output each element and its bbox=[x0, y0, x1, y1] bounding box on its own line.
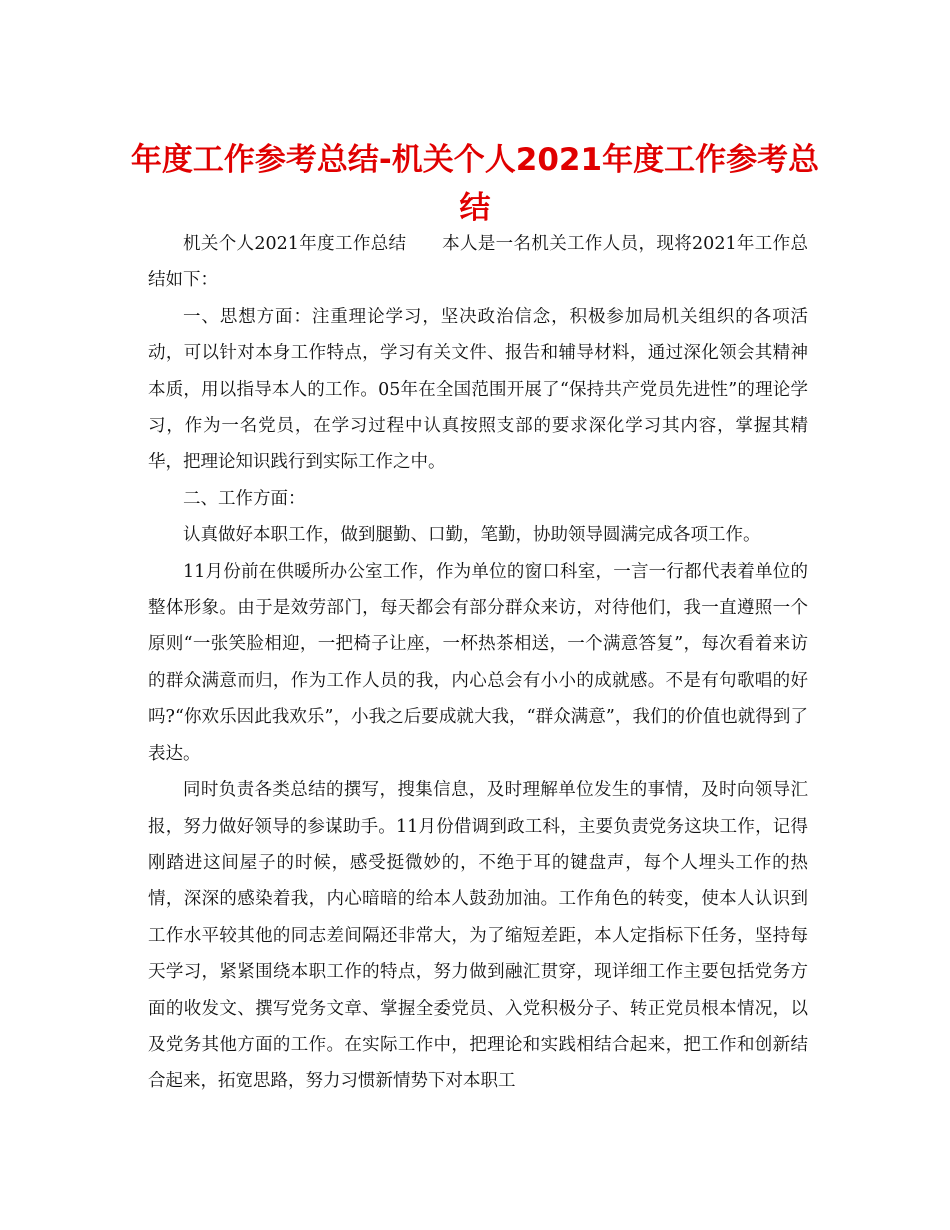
paragraph-work-summary: 认真做好本职工作，做到腿勤、口勤，笔勤，协助领导圆满完成各项工作。 bbox=[183, 525, 761, 546]
paragraph-intro: 机关个人2021年度工作总结 本人是一名机关工作人员，现将2021年工作总结如下： bbox=[148, 234, 808, 291]
document-title: 年度工作参考总结-机关个人2021年度工作参考总结 bbox=[130, 142, 820, 226]
paragraph-party-work: 同时负责各类总结的撰写，搜集信息，及时理解单位发生的事情，及时向领导汇报，努力做好领导的参谋助手。11月份借调到政工科，主要负责党务这块工作，记得刚踏进这间屋子的时候，感受挺微妙的，不绝于耳的键盘声，每个人埋头工作的热情，深深的感染着我，内心暗暗的给本人鼓劲加油。工作角色的转变，使本人认识到工作水平较其他的同志差间隔还非常大，为了缩短差距，本人定指标下任务，坚持每天学习，紧紧围绕本职工作的特点，努力做到融汇贯穿，现详细工作主要包括党务方面的收发文、撰写党务文章、掌握全委党员、入党积极分子、转正党员根本情况，以及党务其他方面的工作。在实际工作中，把理论和实践相结合起来，把工作和创新结合起来，拓宽思路，努力习惯新情势下对本职工 bbox=[148, 780, 808, 1092]
paragraph-heating-office: 11月份前在供暖所办公室工作，作为单位的窗口科室，一言一行都代表着单位的整体形象。由于是效劳部门，每天都会有部分群众来访，对待他们，我一直遵照一个原则“一张笑脸相迎，一把椅子让座，一杯热茶相送，一个满意答复”，每次看着来访的群众满意而归，作为工作人员的我，内心总会有小小的成就感。不是有句歌唱的好吗?“你欢乐因此我欢乐”，小我之后要成就大我，“群众满意”，我们的价值也就得到了表达。 bbox=[148, 561, 808, 764]
paragraph-work-heading: 二、工作方面： bbox=[183, 488, 306, 509]
document-body bbox=[148, 226, 808, 1100]
paragraph-thought: 一、思想方面：注重理论学习，坚决政治信念，积极参加局机关组织的各项活动，可以针对本身工作特点，学习有关文件、报告和辅导材料，通过深化领会其精神本质，用以指导本人的工作。05年在全国范围开展了“保持共产党员先进性”的理论学习，作为一名党员，在学习过程中认真按照支部的要求深化学习其内容，掌握其精华，把理论知识践行到实际工作之中。 bbox=[148, 306, 808, 473]
